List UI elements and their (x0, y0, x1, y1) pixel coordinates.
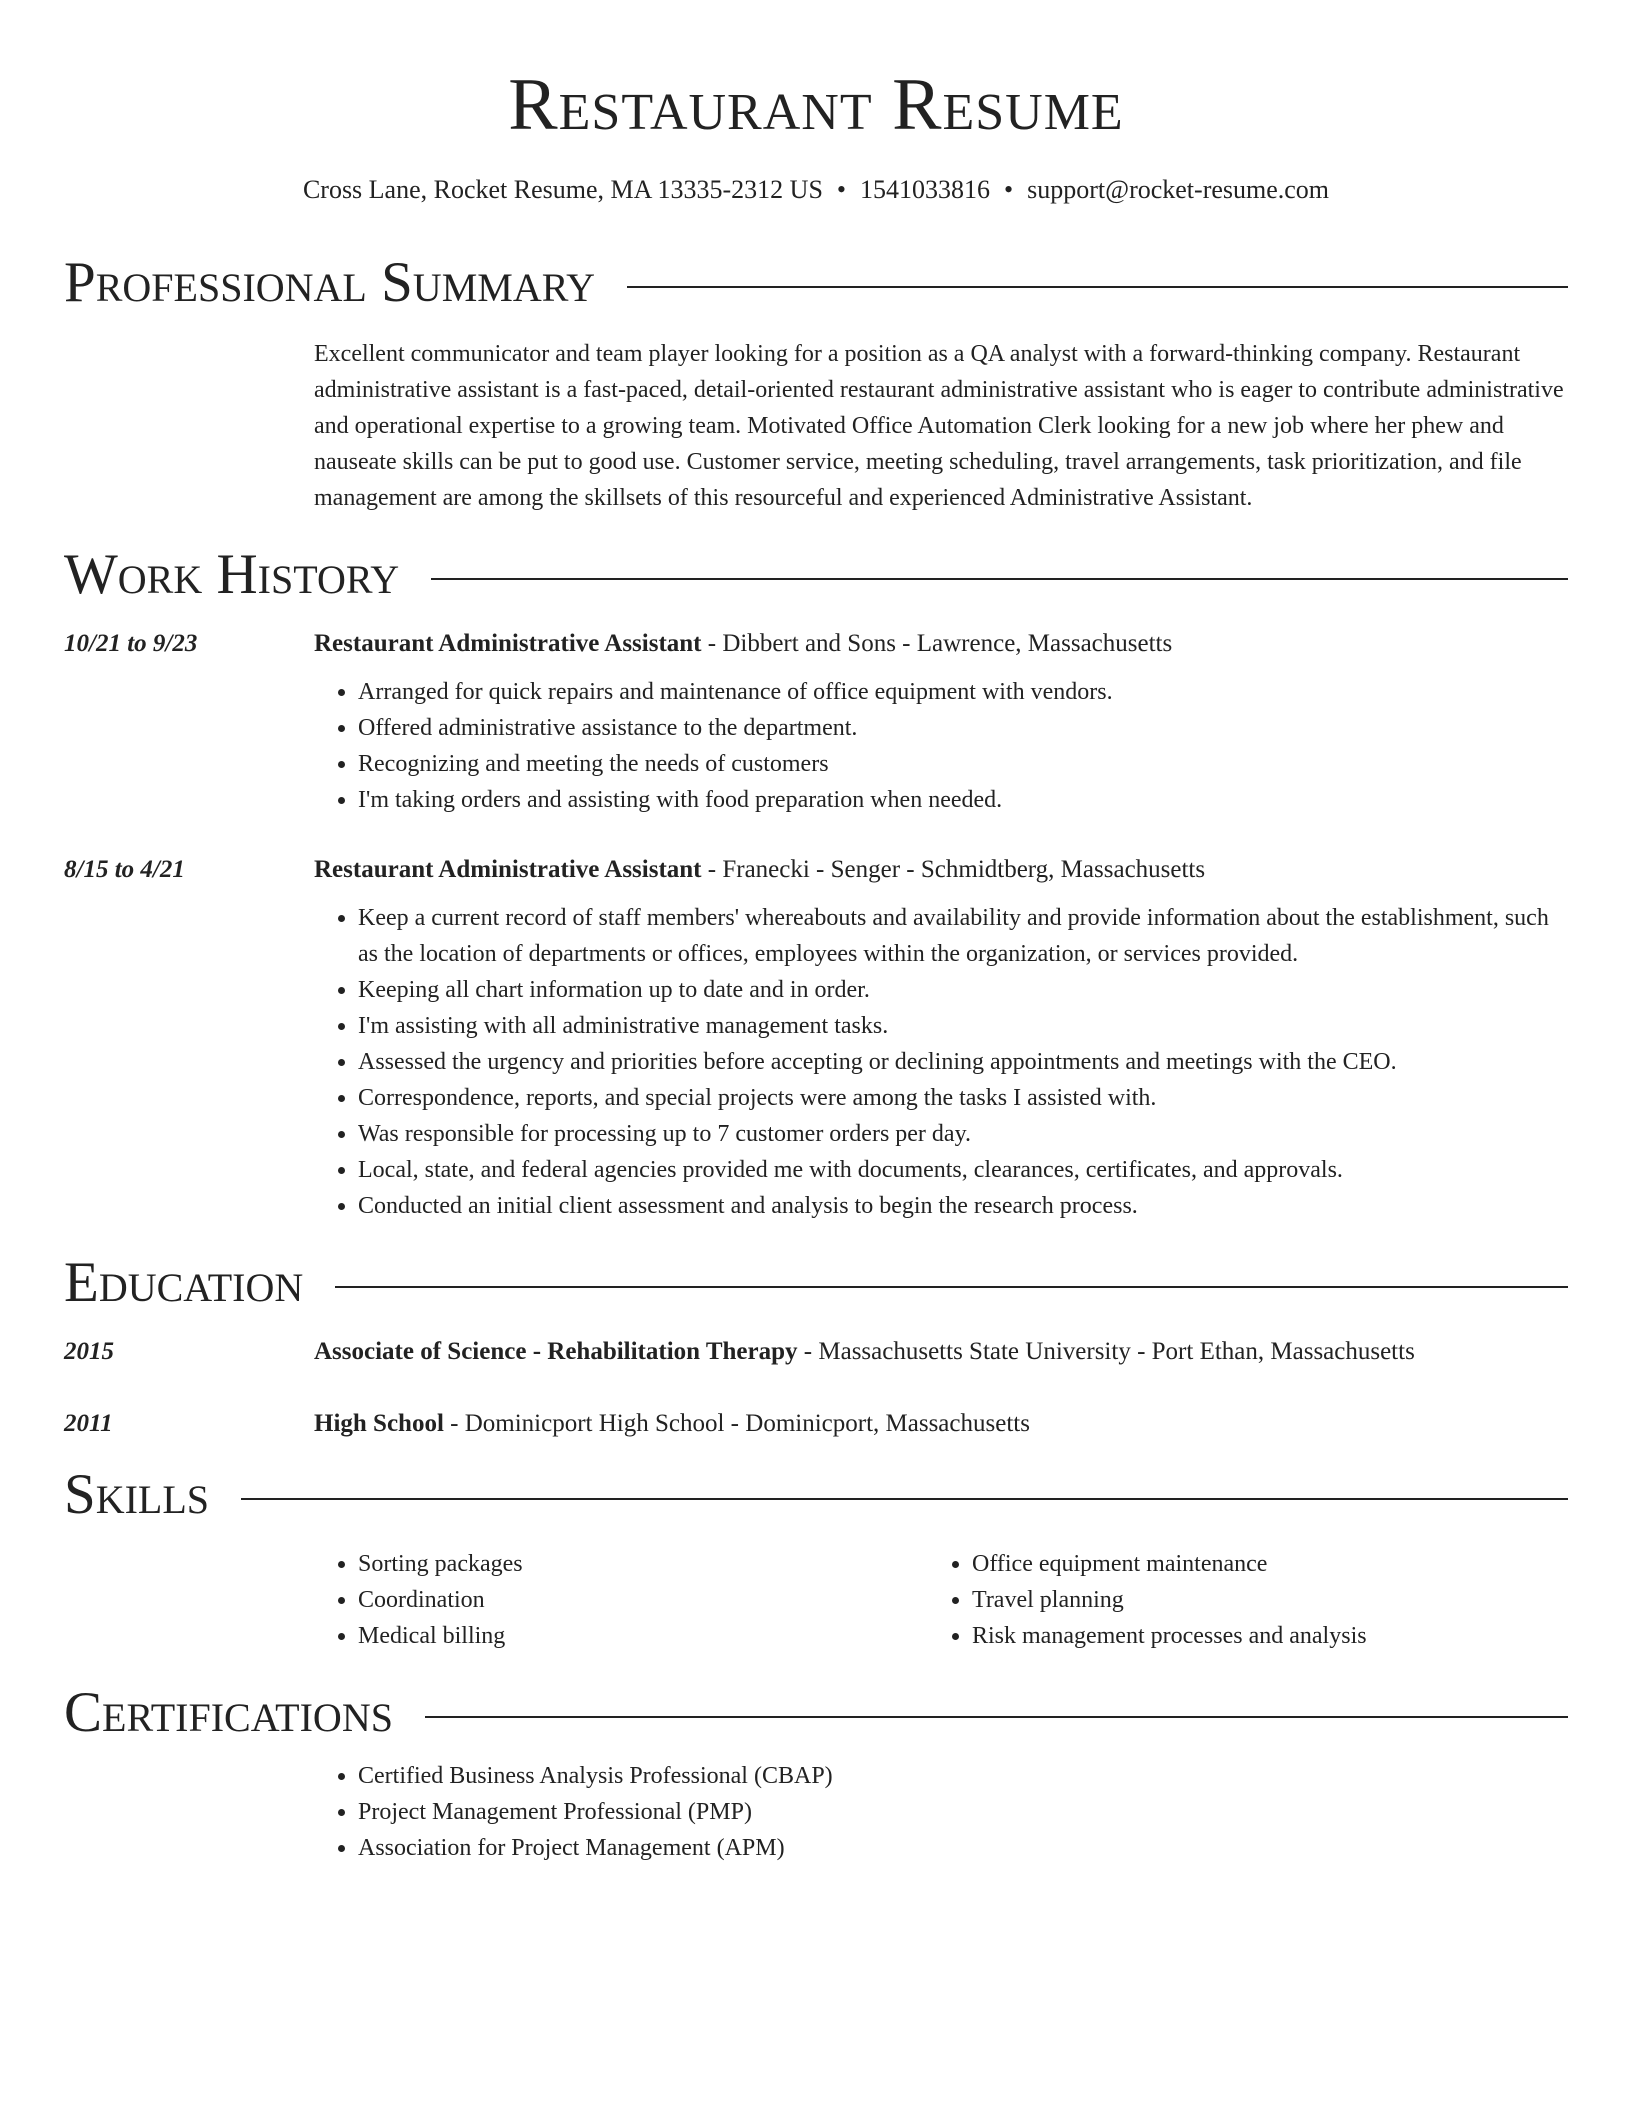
section-title: Skills (64, 1463, 210, 1526)
skills-list (314, 1546, 1568, 1654)
section-title: Certifications (64, 1681, 393, 1744)
education-entry (64, 1334, 1568, 1370)
section-title: Professional Summary (64, 251, 596, 314)
education-details: - Dominicport High School - Dominicport, Massachusetts (443, 1410, 1030, 1437)
education-details: - Massachusetts State University - Port Ethan, Massachusetts (797, 1338, 1415, 1365)
job-title: Restaurant Administrative Assistant (314, 630, 702, 657)
list-item: • Risk management processes and analysis (972, 1618, 1542, 1654)
section-title: Work History (64, 543, 400, 606)
list-item: • Certified Business Analysis Professional (CBAP) (358, 1758, 1568, 1794)
list-item: • Offered administrative assistance to the department. (358, 710, 1568, 746)
section-certifications-heading (64, 1680, 1568, 1746)
job-details: - Dibbert and Sons - Lawrence, Massachusetts (701, 630, 1173, 657)
section-summary-heading (64, 250, 1568, 316)
list-item: • Project Management Professional (PMP) (358, 1794, 1568, 1830)
list-item: • Correspondence, reports, and special projects were among the tasks I assisted with. (358, 1080, 1568, 1116)
education-line (314, 1406, 1568, 1442)
resume-name: Restaurant Resume (508, 64, 1124, 146)
list-item: • Local, state, and federal agencies provided me with documents, clearances, certificates, and approvals. (358, 1152, 1568, 1188)
education-year: 2015 (64, 1338, 114, 1365)
job-entry (64, 626, 1568, 818)
contact-separator: • (836, 175, 847, 204)
contact-address: Cross Lane, Rocket Resume, MA 13335-2312 US (302, 175, 823, 204)
list-item: • Arranged for quick repairs and maintenance of office equipment with vendors. (358, 674, 1568, 710)
skills-column-left (314, 1546, 928, 1654)
education-degree: Associate of Science - Rehabilitation Therapy (314, 1338, 798, 1365)
list-item: • Conducted an initial client assessment and analysis to begin the research process. (358, 1188, 1568, 1224)
list-item: • I'm assisting with all administrative management tasks. (358, 1008, 1568, 1044)
list-item: • Sorting packages (358, 1546, 928, 1582)
list-item: • I'm taking orders and assisting with food preparation when needed. (358, 782, 1568, 818)
job-entry (64, 852, 1568, 1224)
section-skills-heading (64, 1462, 1568, 1528)
education-entry (64, 1406, 1568, 1442)
job-title: Restaurant Administrative Assistant (314, 856, 702, 883)
section-divider (627, 286, 1568, 288)
job-header (64, 852, 1568, 888)
job-duties (314, 674, 1568, 818)
section-education-heading (64, 1250, 1568, 1316)
section-work-heading (64, 542, 1568, 608)
list-item: • Travel planning (972, 1582, 1542, 1618)
section-divider (431, 578, 1568, 580)
list-item: • Recognizing and meeting the needs of customers (358, 746, 1568, 782)
job-title-line (314, 852, 1568, 888)
section-divider (335, 1286, 1568, 1288)
skills-column-right (928, 1546, 1542, 1654)
education-degree: High School (314, 1410, 444, 1437)
job-title-line (314, 626, 1568, 662)
job-duties (314, 900, 1568, 1224)
contact-line (64, 172, 1568, 208)
certifications-list (314, 1758, 1568, 1866)
job-dates: 10/21 to 9/23 (64, 630, 198, 657)
list-item: • Keep a current record of staff members' whereabouts and availability and provide information about the establishment, such as the location of departments or offices, employees within the organization, or services provided. (358, 900, 1568, 972)
list-item: • Assessed the urgency and priorities before accepting or declining appointments and meetings with the CEO. (358, 1044, 1568, 1080)
list-item: • Was responsible for processing up to 7 customer orders per day. (358, 1116, 1568, 1152)
contact-email: support@rocket-resume.com (1027, 175, 1330, 204)
list-item: • Keeping all chart information up to date and in order. (358, 972, 1568, 1008)
list-item: • Office equipment maintenance (972, 1546, 1542, 1582)
job-dates: 8/15 to 4/21 (64, 856, 185, 883)
education-year: 2011 (64, 1410, 113, 1437)
list-item: • Medical billing (358, 1618, 928, 1654)
section-title: Education (64, 1251, 304, 1314)
education-line (314, 1334, 1568, 1370)
section-divider (241, 1498, 1568, 1500)
contact-phone: 1541033816 (860, 175, 991, 204)
list-item: • Association for Project Management (APM) (358, 1830, 1568, 1866)
contact-separator: • (1004, 175, 1014, 204)
job-header (64, 626, 1568, 662)
list-item: • Coordination (358, 1582, 928, 1618)
section-divider (425, 1716, 1568, 1718)
summary-text: Excellent communicator and team player looking for a position as a QA analyst with a forward-thinking company. Restaurant administrative assistant is a fast-paced, detail-oriented restaurant administrative assistant who is eager to contribute administrative and operational expertise to a growing team. Motivated Office Automation Clerk looking for a new job where her phew and nauseate skills can be put to good use. Customer service, meeting scheduling, travel arrangements, task prioritization, and file management are among the skillsets of this resourceful and experienced Administrative Assistant. (314, 341, 1564, 511)
job-details: - Franecki - Senger - Schmidtberg, Massachusetts (701, 856, 1206, 883)
